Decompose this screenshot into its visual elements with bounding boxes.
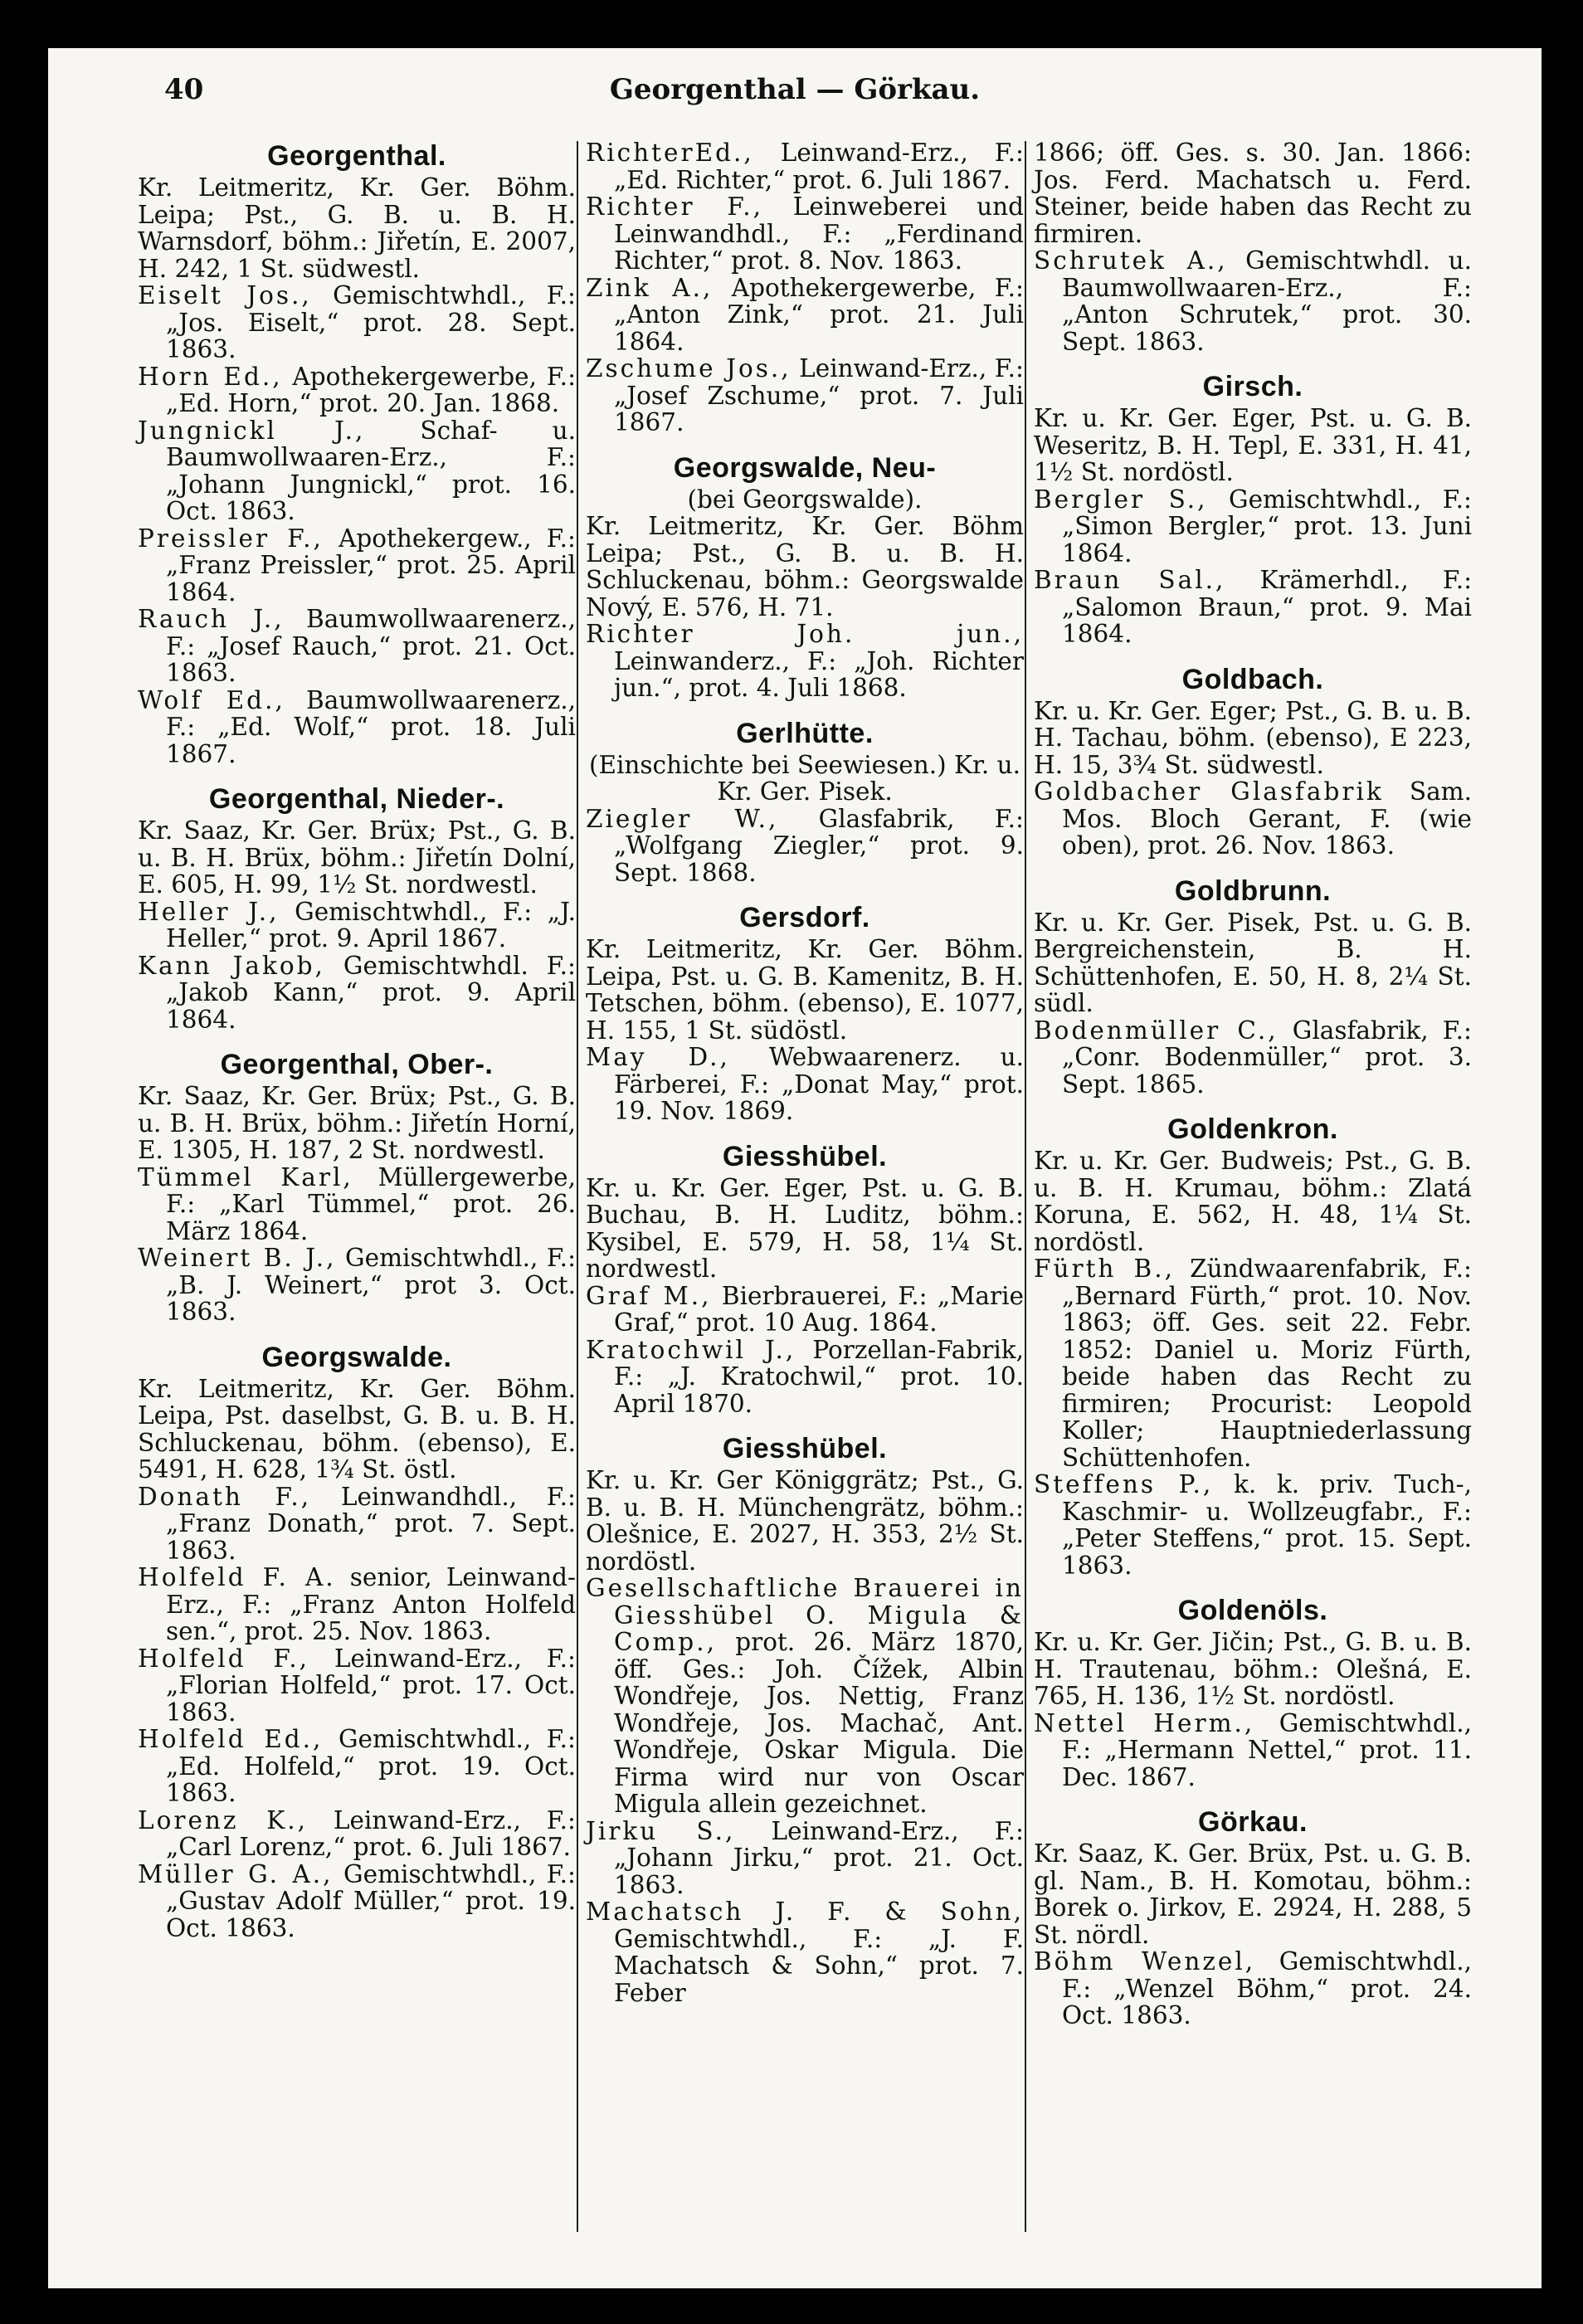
business-entry xyxy=(586,139,1024,193)
entry-details: Müllergewerbe, F.: „Karl Tümmel,“ prot. 26. März 1864. xyxy=(166,1162,577,1245)
place-description: Kr. Saaz, Kr. Ger. Brüx; Pst., G. B. u. B. H. Brüx, böhm.: Jiřetín Horní, E. 1305, H. 187, 2 St. nordwestl. xyxy=(138,1082,576,1164)
entry-name: Eiselt Jos., xyxy=(138,281,312,309)
entry-name: Kann Jakob, xyxy=(138,951,325,980)
entry-details: Gemischtwhdl., F.: „Ed. Holfeld,“ prot. 19. Oct. 1863. xyxy=(166,1725,576,1807)
directory-section xyxy=(138,139,576,767)
entry-details: Webwaarenerz. u. Färberei, F.: „Donat May,“ prot. 19. Nov. 1869. xyxy=(614,1043,1024,1125)
directory-section xyxy=(138,782,576,1033)
place-heading: Georgenthal, Nieder-. xyxy=(208,783,505,815)
column-rule xyxy=(1025,141,1026,2232)
page-number: 40 xyxy=(164,73,204,106)
entry-details: Gemischtwhdl., F.: „Wenzel Böhm,“ prot. 24. Oct. 1863. xyxy=(1062,1947,1472,2029)
entry-details: Leinwand-Erz., F.: „Johann Jirku,“ prot. 21. Oct. 1863. xyxy=(614,1816,1024,1899)
business-entry xyxy=(138,363,576,417)
entry-details: Bierbrauerei, F.: „Marie Graf,“ prot. 10 Aug. 1864. xyxy=(614,1281,1024,1337)
place-subheading: (bei Georgswalde). xyxy=(687,485,923,514)
business-entry xyxy=(1034,1710,1472,1791)
business-entry xyxy=(138,1807,576,1861)
business-entry xyxy=(138,417,576,525)
place-heading: Georgenthal. xyxy=(267,140,446,172)
place-description: Kr. u. Kr. Ger. Eger, Pst. u. G. B. Buchau, B. H. Luditz, böhm.: Kysibel, E. 579, H. 58, 1¼ St. nordwestl. xyxy=(586,1173,1024,1283)
business-entry xyxy=(1034,1948,1472,2029)
entry-details: prot. 26. März 1870, öff. Ges.: Joh. Čížek, Albin Wondřeje, Jos. Nettig, Franz Wondřeje, Jos. Machač, Ant. Wondřeje, Oskar Migula. Die Firma wird nur von Oscar Migula allein gezeichnet. xyxy=(614,1628,1024,1818)
entry-name: Goldbacher Glasfabrik xyxy=(1034,777,1384,806)
entry-details: Leinwand-Erz., F.: „Carl Lorenz,“ prot. 6. Juli 1867. xyxy=(166,1805,576,1861)
entry-details: Gemischtwhdl., F.: „J. F. Machatsch & Sohn,“ prot. 7. Feber xyxy=(614,1924,1024,2007)
business-entry xyxy=(138,525,576,607)
entry-details: k. k. priv. Tuch-, Kaschmir- u. Wollzeugfabr., F.: „Peter Steffens,“ prot. 15. Sept. 1863. xyxy=(1062,1470,1472,1580)
place-heading: Georgswalde, Neu- xyxy=(673,451,937,484)
entry-details: Gemischtwhdl., F.: „B. J. Weinert,“ prot 3. Oct. 1863. xyxy=(166,1244,577,1326)
directory-section xyxy=(1034,663,1472,860)
directory-section xyxy=(586,451,1024,702)
directory-section xyxy=(138,1048,576,1326)
entry-details: Leinweberei und Leinwandhdl., F.: „Ferdinand Richter,“ prot. 8. Nov. 1863. xyxy=(614,192,1024,275)
business-entry xyxy=(138,1726,576,1807)
entry-name: Braun Sal., xyxy=(1034,566,1226,594)
entry-name: Böhm Wenzel, xyxy=(1034,1947,1256,1976)
entry-name: Schrutek A., xyxy=(1034,246,1228,275)
place-heading: Goldenkron. xyxy=(1167,1113,1338,1145)
place-heading: Goldbach. xyxy=(1181,663,1324,695)
place-description: Kr. Saaz, K. Ger. Brüx, Pst. u. G. B. gl. Nam., B. H. Komotau, böhm.: Borek o. Jirkov, E. 2924, H. 288, 5 St. nördl. xyxy=(1034,1839,1472,1949)
entry-name: Zink A., xyxy=(586,273,714,302)
entry-name: Jirku S., xyxy=(586,1816,736,1845)
directory-section xyxy=(1034,370,1472,648)
business-entry xyxy=(138,1164,576,1245)
entry-details: Gemischtwhdl., F.: „Jos. Eiselt,“ prot. 28. Sept. 1863. xyxy=(166,281,576,363)
business-entry xyxy=(586,621,1024,702)
entry-name: Richter F., xyxy=(586,192,763,221)
directory-section xyxy=(1034,1594,1472,1791)
business-entry xyxy=(1034,486,1472,568)
place-heading: Goldenöls. xyxy=(1177,1595,1328,1626)
entry-name: Kratochwil J., xyxy=(586,1335,796,1364)
page-sheet xyxy=(48,48,1542,2288)
place-subheading: (Einschichte bei Seewiesen.) Kr. u. Kr. Ger. Pisek. xyxy=(588,750,1021,806)
directory-section xyxy=(586,717,1024,887)
entry-details: Gemischtwhdl., F.: „Gustav Adolf Müller,“ prot. 19. Oct. 1863. xyxy=(166,1859,576,1942)
directory-section xyxy=(1034,1113,1472,1579)
entry-details: Sam. Mos. Bloch Gerant, F. (wie oben), prot. 26. Nov. 1863. xyxy=(1062,777,1473,860)
entry-details: Leinwand-Erz., F.: „Josef Zschume,“ prot. 7. Juli 1867. xyxy=(614,354,1024,436)
business-entry xyxy=(586,1898,1024,2006)
entry-details: Leinwanderz., F.: „Joh. Richter jun.“, prot. 4. Juli 1868. xyxy=(614,646,1024,702)
entry-name: Tümmel Karl, xyxy=(138,1162,353,1191)
place-description: Kr. Saaz, Kr. Ger. Brüx; Pst., G. B. u. B. H. Brüx, böhm.: Jiřetín Dolní, E. 605, H. 99, 1½ St. nordwestl. xyxy=(138,816,576,899)
business-entry xyxy=(1034,1471,1472,1579)
entry-name: Heller J., xyxy=(138,897,280,926)
entry-details: Leinwand-Erz., F.: „Florian Holfeld,“ prot. 17. Oct. 1863. xyxy=(166,1644,576,1727)
business-entry xyxy=(586,1575,1024,1818)
column-2 xyxy=(586,139,1024,2021)
entry-name: Graf M., xyxy=(586,1281,712,1310)
entry-name: Rauch J., xyxy=(138,605,285,633)
directory-section xyxy=(586,139,1024,436)
business-entry xyxy=(1034,567,1472,648)
business-entry xyxy=(586,1818,1024,1899)
entry-name: Wolf Ed., xyxy=(138,685,285,714)
entry-details: Glasfabrik, F.: „Wolfgang Ziegler,“ prot. 9. Sept. 1868. xyxy=(614,804,1024,887)
business-entry xyxy=(138,606,576,687)
place-description: Kr. u. Kr. Ger Königgrätz; Pst., G. B. u. B. H. Münchengrätz, böhm.: Olešnice, E. 2027, H. 353, 2½ St. nordöstl. xyxy=(586,1466,1024,1576)
entry-name: Müller G. A., xyxy=(138,1859,334,1888)
directory-section xyxy=(138,1341,576,1942)
entry-details: Apothekergew., F.: „Franz Preissler,“ prot. 25. April 1864. xyxy=(166,524,576,607)
place-heading: Girsch. xyxy=(1202,371,1303,402)
entry-details: Gemischtwhdl., F.: „Hermann Nettel,“ prot. 11. Dec. 1867. xyxy=(1062,1708,1472,1791)
place-heading: Giesshübel. xyxy=(722,1433,888,1464)
business-entry xyxy=(586,1337,1024,1418)
entry-details: Baumwollwaarenerz., F.: „Josef Rauch,“ prot. 21. Oct. 1863. xyxy=(166,605,576,687)
entry-details: Zündwaarenfabrik, F.: „Bernard Fürth,“ prot. 10. Nov. 1863; öff. Ges. seit 22. Febr. 1852: Daniel u. Moriz Fürth, beide haben das Recht zu firmiren; Procurist: Leopold Koller; Hauptniederlassung Schüttenhofen. xyxy=(1062,1255,1472,1472)
entry-name: Gesellschaftliche Brauerei in Giesshübel O. Migula & Comp., xyxy=(586,1574,1024,1656)
place-description: 1866; öff. Ges. s. 30. Jan. 1866: Jos. Ferd. Machatsch u. Ferd. Steiner, beide haben das Recht zu firmiren. xyxy=(1034,139,1472,248)
business-entry xyxy=(138,1564,576,1645)
place-description: Kr. u. Kr. Ger. Eger; Pst., G. B. u. B. H. Tachau, böhm. (ebenso), E 223, H. 15, 3¾ St. südwestl. xyxy=(1034,696,1472,779)
business-entry xyxy=(586,806,1024,887)
entry-details: Gemischtwhdl., F.: „J. Heller,“ prot. 9. April 1867. xyxy=(166,897,576,952)
entry-name: RichterEd., xyxy=(586,139,754,167)
column-rule xyxy=(577,141,578,2232)
place-description: Kr. Leitmeritz, Kr. Ger. Böhm. Leipa; Pst., G. B. u. B. H. Warnsdorf, böhm.: Jiřetín, E. 2007, H. 242, 1 St. südwestl. xyxy=(138,173,576,283)
place-heading: Goldbrunn. xyxy=(1174,875,1332,907)
entry-details: Glasfabrik, F.: „Conr. Bodenmüller,“ prot. 3. Sept. 1865. xyxy=(1062,1016,1472,1099)
entry-details: Gemischtwhdl. u. Baumwollwaaren-Erz., F.: „Anton Schrutek,“ prot. 30. Sept. 1863. xyxy=(1062,246,1472,356)
entry-name: Preissler F., xyxy=(138,524,324,553)
place-description: Kr. u. Kr. Ger. Budweis; Pst., G. B. u. B. H. Krumau, böhm.: Zlatá Koruna, E. 562, H. 48, 1¼ St. nordöstl. xyxy=(1034,1147,1472,1256)
place-description: Kr. Leitmeritz, Kr. Ger. Böhm. Leipa, Pst. daselbst, G. B. u. B. H. Schluckenau, böhm. (ebenso), E. 5491, H. 628, 1¾ St. östl. xyxy=(138,1374,576,1484)
place-heading: Görkau. xyxy=(1198,1806,1308,1838)
business-entry xyxy=(138,952,576,1034)
business-entry xyxy=(138,687,576,768)
entry-name: Weinert B. J., xyxy=(138,1244,337,1272)
entry-details: Gemischtwhdl., F.: „Simon Bergler,“ prot. 13. Juni 1864. xyxy=(1062,485,1472,568)
place-heading: Gersdorf. xyxy=(739,902,870,933)
place-description: Kr. u. Kr. Ger. Jičin; Pst., G. B. u. B. H. Trautenau, böhm.: Olešná, E. 765, H. 136, 1½ St. nordöstl. xyxy=(1034,1628,1472,1710)
entry-details: Porzellan-Fabrik, F.: „J. Kratochwil,“ prot. 10. April 1870. xyxy=(614,1335,1025,1418)
directory-section xyxy=(586,1432,1024,2006)
entry-details: Apothekergewerbe, F.: „Ed. Horn,“ prot. 20. Jan. 1868. xyxy=(166,362,577,417)
entry-name: May D., xyxy=(586,1043,730,1071)
entry-name: Nettel Herm., xyxy=(1034,1708,1255,1737)
business-entry xyxy=(138,282,576,363)
business-entry xyxy=(586,1283,1024,1337)
entry-details: Gemischtwhdl. F.: „Jakob Kann,“ prot. 9. April 1864. xyxy=(166,951,576,1034)
entry-name: Horn Ed., xyxy=(138,362,283,391)
business-entry xyxy=(586,355,1024,436)
entry-name: Zschume Jos., xyxy=(586,354,792,382)
directory-section xyxy=(1034,1805,1472,2029)
entry-name: Donath F., xyxy=(138,1482,312,1511)
entry-details: Baumwollwaarenerz., F.: „Ed. Wolf,“ prot. 18. Juli 1867. xyxy=(166,685,577,768)
page-header xyxy=(48,73,1542,123)
business-entry xyxy=(586,1044,1024,1125)
directory-section xyxy=(586,901,1024,1125)
entry-name: Bodenmüller C., xyxy=(1034,1016,1279,1045)
business-entry xyxy=(138,1645,576,1727)
column-3 xyxy=(1034,139,1472,2044)
business-entry xyxy=(586,275,1024,356)
entry-details: Schaf- u. Baumwollwaaren-Erz., F.: „Johann Jungnickl,“ prot. 16. Oct. 1863. xyxy=(166,416,576,525)
business-entry xyxy=(1034,778,1472,860)
place-heading: Gerlhütte. xyxy=(736,717,874,749)
entry-name: Richter Joh. jun., xyxy=(586,620,1024,648)
entry-name: Holfeld Ed., xyxy=(138,1725,324,1753)
running-title: Georgenthal — Görkau. xyxy=(609,73,981,106)
place-description: Kr. u. Kr. Ger. Pisek, Pst. u. G. B. Bergreichenstein, B. H. Schüttenhofen, E. 50, H. 8, 2¼ St. südl. xyxy=(1034,908,1472,1017)
business-entry xyxy=(1034,1255,1472,1471)
place-heading: Giesshübel. xyxy=(722,1140,888,1172)
entry-name: Jungnickl J., xyxy=(138,416,366,445)
entry-name: Lorenz K., xyxy=(138,1805,309,1834)
place-heading: Georgswalde. xyxy=(261,1341,452,1373)
entry-details: senior, Leinwand-Erz., F.: „Franz Anton Holfeld sen.“, prot. 25. Nov. 1863. xyxy=(166,1563,576,1645)
entry-name: Ziegler W., xyxy=(586,804,779,833)
business-entry xyxy=(138,1245,576,1326)
directory-section xyxy=(586,1140,1024,1418)
business-entry xyxy=(138,1484,576,1565)
business-entry xyxy=(138,1861,576,1942)
entry-name: Fürth B., xyxy=(1034,1255,1175,1283)
entry-details: Leinwandhdl., F.: „Franz Donath,“ prot. 7. Sept. 1863. xyxy=(166,1482,576,1565)
entry-details: Krämerhdl., F.: „Salomon Braun,“ prot. 9. Mai 1864. xyxy=(1062,566,1473,648)
business-entry xyxy=(586,193,1024,275)
business-entry xyxy=(1034,247,1472,355)
business-entry xyxy=(138,899,576,952)
entry-name: Holfeld F. A. xyxy=(138,1563,336,1591)
column-1 xyxy=(138,139,576,1956)
entry-name: Bergler S., xyxy=(1034,485,1208,514)
place-description: Kr. Leitmeritz, Kr. Ger. Böhm. Leipa, Pst. u. G. B. Kamenitz, B. H. Tetschen, böhm. (ebenso), E. 1077, H. 155, 1 St. südöstl. xyxy=(586,935,1024,1045)
directory-section xyxy=(1034,875,1472,1099)
business-entry xyxy=(1034,1017,1472,1099)
entry-name: Holfeld F., xyxy=(138,1644,310,1673)
entry-details: Apothekergewerbe, F.: „Anton Zink,“ prot. 21. Juli 1864. xyxy=(614,273,1024,356)
place-description: Kr. Leitmeritz, Kr. Ger. Böhm Leipa; Pst., G. B. u. B. H. Schluckenau, böhm.: Georgswalde Nový, E. 576, H. 71. xyxy=(586,512,1024,621)
entry-details: Leinwand-Erz., F.: „Ed. Richter,“ prot. 6. Juli 1867. xyxy=(614,139,1024,194)
place-heading: Georgenthal, Ober-. xyxy=(220,1049,494,1080)
entry-name: Steffens P., xyxy=(1034,1470,1214,1498)
directory-section xyxy=(1034,139,1472,355)
place-description: Kr. u. Kr. Ger. Eger, Pst. u. G. B. Weseritz, B. H. Tepl, E. 331, H. 41, 1½ St. nordöstl. xyxy=(1034,404,1472,486)
entry-name: Machatsch J. F. & Sohn, xyxy=(586,1898,1024,1926)
